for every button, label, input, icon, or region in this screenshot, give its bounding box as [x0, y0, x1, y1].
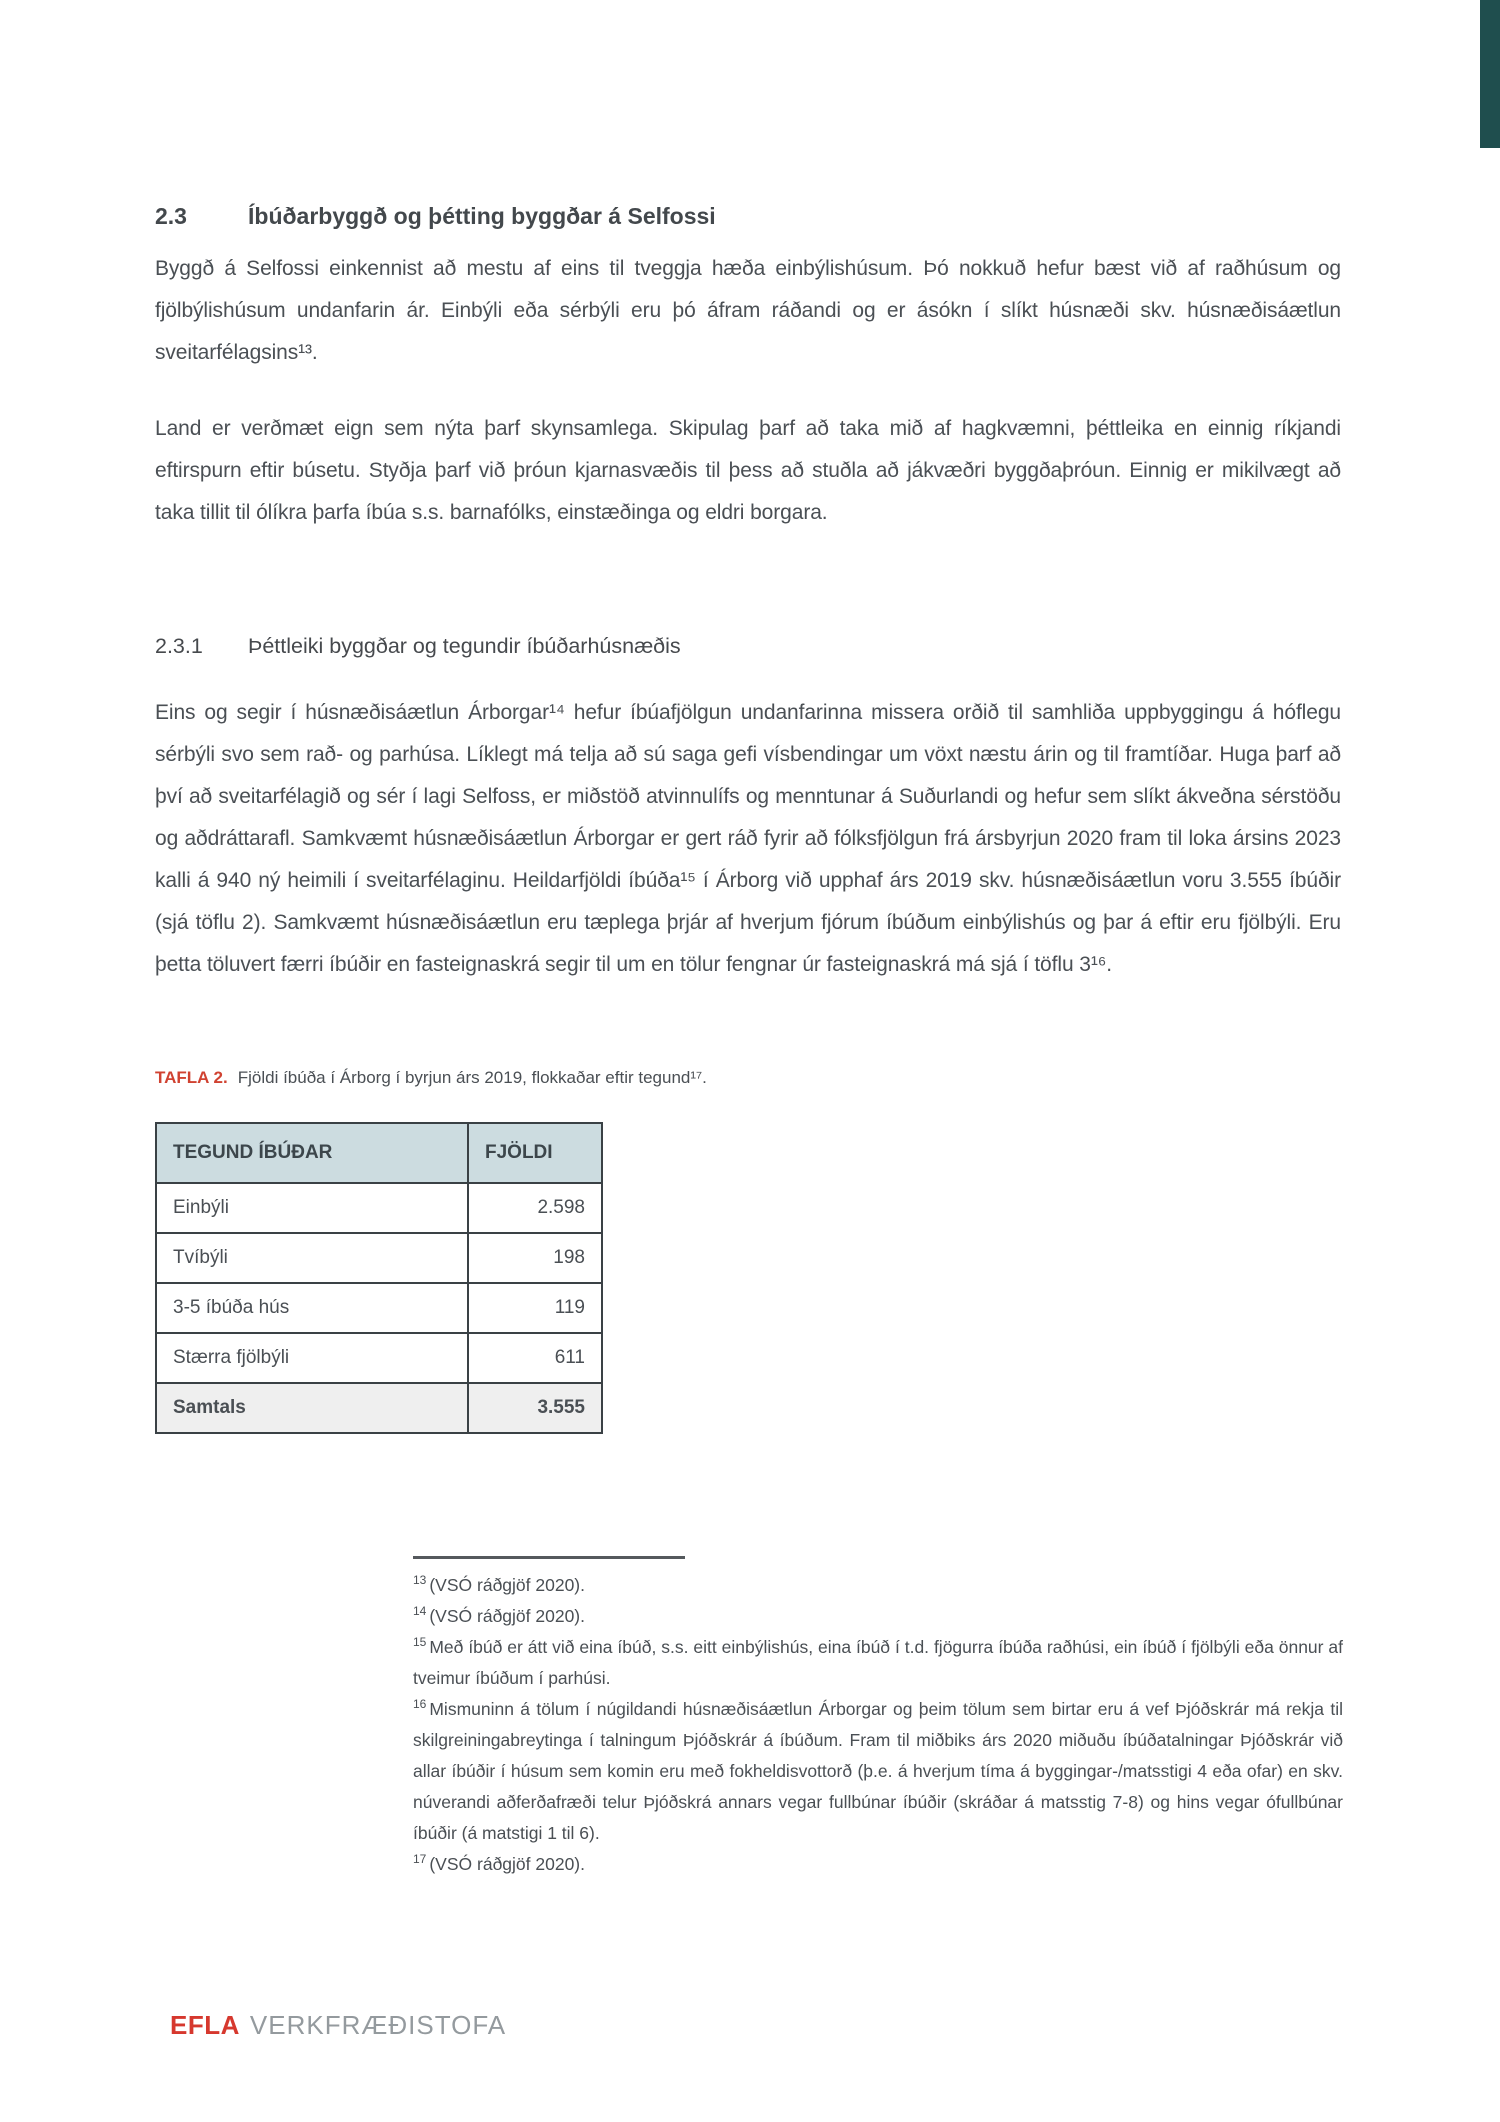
- table-header-row: [156, 1123, 602, 1183]
- subsection-number: 2.3.1: [155, 633, 203, 658]
- paragraph-2: Land er verðmæt eign sem nýta þarf skynsamlega. Skipulag þarf að taka mið af hagkvæmni, þéttleika en einnig ríkjandi eftirspurn eftir búsetu. Styðja þarf við þróun kjarnasvæðis til þess að stuðla að jákvæðri byggðaþróun. Einnig er mikilvægt að taka tillit til ólíkra þarfa íbúa s.s. barnafólks, einstæðinga og eldri borgara.: [155, 417, 1341, 524]
- page-corner-accent: [1480, 0, 1500, 148]
- footnote-text: Mismuninn á tölum í núgildandi húsnæðisáætlun Árborgar og þeim tölum sem birtar eru á vef Þjóðskrár má rekja til skilgreiningabreytinga í talningum Þjóðskrár á íbúðum. Fram til miðbiks árs 2020 miðuðu íbúðatalningar Þjóðskrár við allar íbúðir í húsum sem komin eru með fokheldisvottorð (þ.e. á hverjum tíma á byggingar-/matsstigi 4 eða ofar) en skv. núverandi aðferðafræði telur Þjóðskrá annars vegar fullbúnar íbúðir (skráðar á matsstig 7-8) og hins vegar ófullbúnar íbúðir (á matstigi 1 til 6).: [413, 1699, 1343, 1843]
- cell-count: 198: [468, 1233, 602, 1283]
- table-row: [156, 1333, 602, 1383]
- footnote-marker: 16: [413, 1697, 427, 1712]
- paragraph-1: Byggð á Selfossi einkennist að mestu af eins til tveggja hæða einbýlishúsum. Þó nokkuð hefur bæst við af raðhúsum og fjölbýlishúsum undanfarin ár. Einbýli eða sérbýli eru þó áfram ráðandi og er ásókn í slíkt húsnæði skv. húsnæðisáætlun sveitarfélagsins¹³.: [155, 257, 1341, 364]
- footnote-text: Með íbúð er átt við eina íbúð, s.s. eitt einbýlishús, eina íbúð í t.d. fjögurra íbúða raðhúsi, ein íbúð í fjölbýli eða önnur af tveimur íbúðum í parhúsi.: [413, 1637, 1343, 1688]
- footnote-15: [413, 1632, 1343, 1694]
- paragraph-3: Eins og segir í húsnæðisáætlun Árborgar¹⁴ hefur íbúafjölgun undanfarinna missera orðið til samhliða uppbyggingu á hóflegu sérbýli svo sem rað- og parhúsa. Líklegt má telja að sú saga gefi vísbendingar um vöxt næstu árin og til framtíðar. Huga þarf að því að sveitarfélagið og sér í lagi Selfoss, er miðstöð atvinnulífs og menntunar á Suðurlandi og hefur sem slíkt ákveðna sérstöðu og aðdráttarafl. Samkvæmt húsnæðisáætlun Árborgar er gert ráð fyrir að fólksfjölgun frá ársbyrjun 2020 fram til loka ársins 2023 kalli á 940 ný heimili í sveitarfélaginu. Heildarfjöldi íbúða¹⁵ í Árborg við upphaf árs 2019 skv. húsnæðisáætlun voru 3.555 íbúðir (sjá töflu 2). Samkvæmt húsnæðisáætlun eru tæplega þrjár af hverjum fjórum íbúðum einbýlishús og þar á eftir eru fjölbýli. Eru þetta töluvert færri íbúðir en fasteignaskrá segir til um en tölur fengnar úr fasteignaskrá má sjá í töflu 3¹⁶.: [155, 701, 1341, 976]
- footer-company-name: VERKFRÆÐISTOFA: [249, 2010, 507, 2040]
- cell-total-label: Samtals: [156, 1383, 468, 1433]
- cell-total-count: 3.555: [468, 1383, 602, 1433]
- cell-type: Einbýli: [156, 1183, 468, 1233]
- footnote-text: (VSÓ ráðgjöf 2020).: [429, 1606, 585, 1626]
- table-caption-label: TAFLA 2.: [155, 1068, 228, 1087]
- section-title: Íbúðarbyggð og þétting byggðar á Selfossi: [248, 203, 716, 230]
- table-row: [156, 1283, 602, 1333]
- footnote-13: [413, 1570, 1343, 1601]
- footnote-17: [413, 1849, 1343, 1880]
- column-header-count: FJÖLDI: [468, 1123, 602, 1183]
- cell-type: Stærra fjölbýli: [156, 1333, 468, 1383]
- footnote-16: [413, 1694, 1343, 1849]
- footnote-separator: [413, 1556, 685, 1559]
- footnote-text: (VSÓ ráðgjöf 2020).: [429, 1575, 585, 1595]
- table-row: [156, 1233, 602, 1283]
- table-total-row: [156, 1383, 602, 1433]
- subsection-heading: [155, 634, 1341, 659]
- page-footer: [170, 2010, 506, 2041]
- dwelling-types-table: [155, 1122, 603, 1434]
- footnote-14: [413, 1601, 1343, 1632]
- cell-type: 3-5 íbúða hús: [156, 1283, 468, 1333]
- efla-logo: EFLA: [170, 2010, 240, 2040]
- column-header-type: TEGUND ÍBÚÐAR: [156, 1123, 468, 1183]
- table-caption-text: Fjöldi íbúða í Árborg í byrjun árs 2019, flokkaðar eftir tegund¹⁷.: [237, 1068, 707, 1087]
- footnote-marker: 14: [413, 1604, 427, 1619]
- subsection-title: Þéttleiki byggðar og tegundir íbúðarhúsnæðis: [248, 633, 681, 658]
- section-heading: [155, 203, 1341, 230]
- cell-count: 119: [468, 1283, 602, 1333]
- table-caption: [155, 1066, 1341, 1090]
- footnotes-section: [413, 1570, 1343, 1880]
- footnote-marker: 15: [413, 1635, 427, 1650]
- cell-count: 611: [468, 1333, 602, 1383]
- cell-count: 2.598: [468, 1183, 602, 1233]
- cell-type: Tvíbýli: [156, 1233, 468, 1283]
- footnote-text: (VSÓ ráðgjöf 2020).: [429, 1854, 585, 1874]
- footnote-marker: 17: [413, 1852, 427, 1867]
- section-number: 2.3: [155, 203, 187, 230]
- footnote-marker: 13: [413, 1573, 427, 1588]
- table-row: [156, 1183, 602, 1233]
